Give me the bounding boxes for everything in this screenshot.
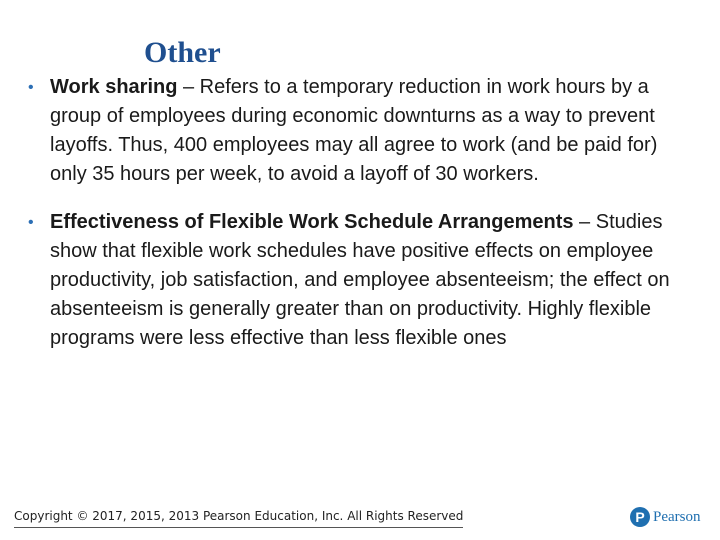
bullet-term: Effectiveness of Flexible Work Schedule Arrangements (50, 211, 574, 233)
bullet-text: – Refers to a temporary reduction in work hours by a group of employees during economic downturns as a way to prevent layoffs. Thus, 400 employees may all agree to work (and be paid for) only 35 hours per week, to avoid a layoff of 30 workers. (50, 76, 658, 185)
bullet-list (28, 73, 698, 353)
bullet-work-sharing (28, 73, 698, 189)
copyright-footer: Copyright © 2017, 2015, 2013 Pearson Education, Inc. All Rights Reserved (14, 508, 463, 528)
bullet-term: Work sharing (50, 76, 178, 98)
bullet-flexible-schedules (28, 208, 698, 353)
pearson-p-icon: P (630, 507, 650, 527)
pearson-logo-text: Pearson (653, 508, 701, 525)
bullet-icon: • (28, 214, 34, 231)
slide-title: Other (144, 36, 221, 69)
bullet-icon: • (28, 79, 34, 96)
bullet-text: – Studies show that flexible work schedules have positive effects on employee productivity, job satisfaction, and employee absenteeism; the effect on absenteeism is generally greater than on productivity. Highly flexible programs were less effective than less flexible ones (50, 211, 670, 349)
pearson-logo (630, 507, 701, 527)
